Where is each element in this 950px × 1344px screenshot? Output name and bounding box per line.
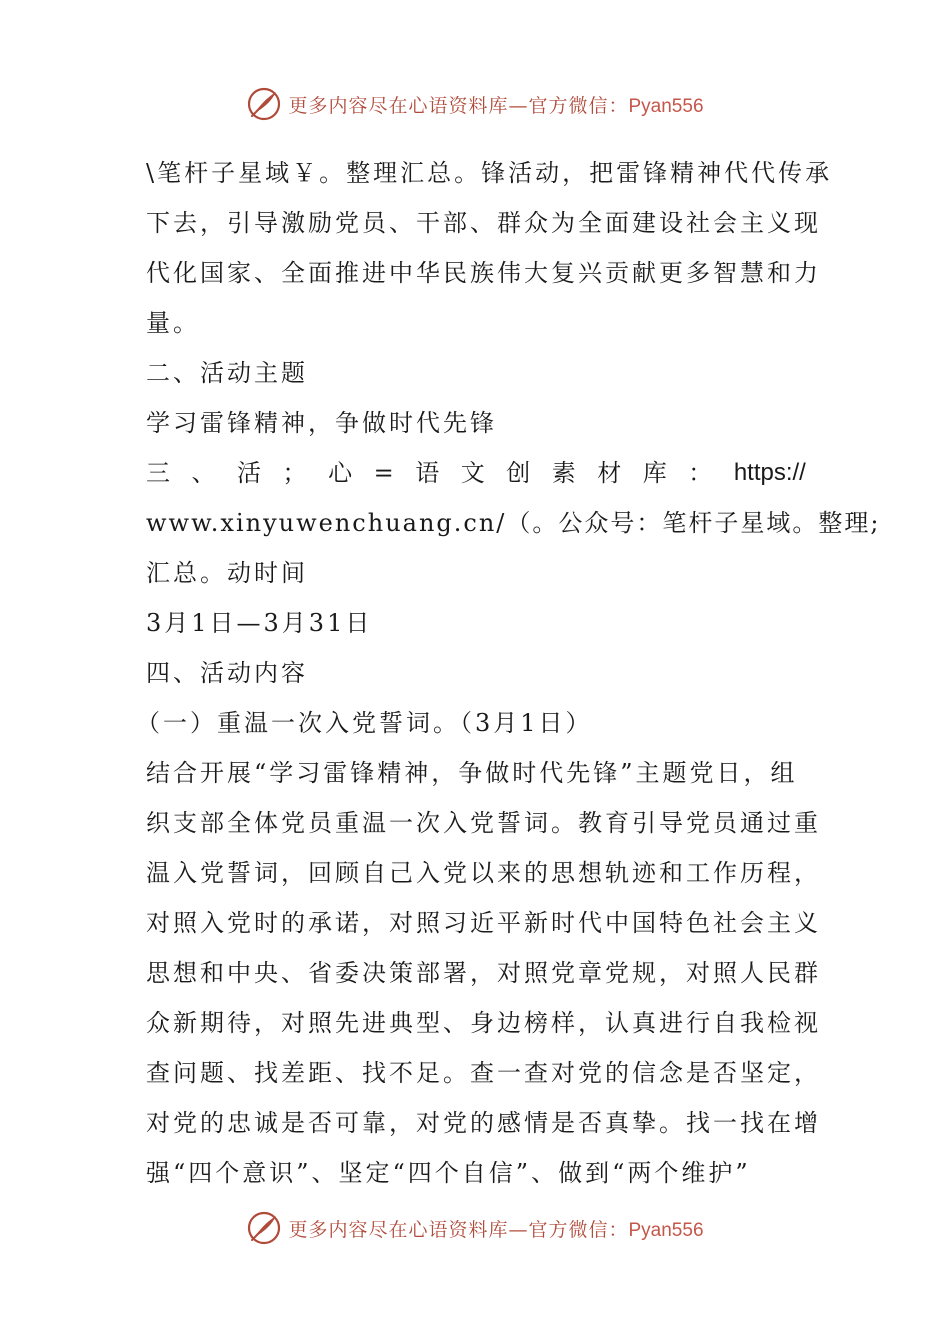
paragraph-line: 汇总。动时间 <box>146 559 308 587</box>
date-range: 3月1日—3月31日 <box>146 609 373 637</box>
paragraph-line: 下去，引导激励党员、干部、群众为全面建设社会主义现 <box>146 209 821 237</box>
theme-line: 学习雷锋精神，争做时代先锋 <box>146 409 497 437</box>
paragraph-line: 强“四个意识”、坚定“四个自信”、做到“两个维护” <box>146 1159 751 1187</box>
paragraph-line: 对照入党时的承诺，对照习近平新时代中国特色社会主义 <box>146 909 821 937</box>
paragraph-line: \笔杆子星域￥。整理汇总。锋活动，把雷锋精神代代传承 <box>146 159 833 187</box>
wechat-id: Pyan556 <box>628 1219 704 1241</box>
banner-text: 更多内容尽在心语资料库—官方微信：Pyan556 <box>288 94 704 117</box>
paragraph-line: 对党的忠诚是否可靠，对党的感情是否真挚。找一找在增 <box>146 1109 821 1137</box>
banner-text: 更多内容尽在心语资料库—官方微信：Pyan556 <box>288 1218 704 1241</box>
quill-logo-icon <box>246 86 282 122</box>
paragraph-line: 温入党誓词，回顾自己入党以来的思想轨迹和工作历程， <box>146 859 821 887</box>
document-body <box>136 148 881 1198</box>
section-heading: 二、活动主题 <box>146 359 308 387</box>
paragraph-line: 量。 <box>146 309 200 337</box>
subsection-heading: （一）重温一次入党誓词。（3月1日） <box>136 709 593 737</box>
wechat-id: Pyan556 <box>628 95 704 117</box>
header-watermark-banner <box>0 84 950 124</box>
section-heading: 四、活动内容 <box>146 659 308 687</box>
quill-logo-icon <box>246 1210 282 1246</box>
footer-watermark-banner <box>0 1208 950 1248</box>
paragraph-line: 查问题、找差距、找不足。查一查对党的信念是否坚定， <box>146 1059 821 1087</box>
paragraph-line: www.xinyuwenchuang.cn/（。公众号：笔杆子星域。整理; <box>146 509 881 537</box>
paragraph-line: 代化国家、全面推进中华民族伟大复兴贡献更多智慧和力 <box>146 259 821 287</box>
paragraph-line: 织支部全体党员重温一次入党誓词。教育引导党员通过重 <box>146 809 821 837</box>
paragraph-line: 众新期待，对照先进典型、身边榜样，认真进行自我检视 <box>146 1009 821 1037</box>
paragraph-line: 思想和中央、省委决策部署，对照党章党规，对照人民群 <box>146 959 821 987</box>
section-heading-spaced: 三 、 活 ； 心 = 语 文 创 素 材 库 ： https:// <box>146 459 806 487</box>
paragraph-line: 结合开展“学习雷锋精神，争做时代先锋”主题党日，组 <box>146 759 798 787</box>
